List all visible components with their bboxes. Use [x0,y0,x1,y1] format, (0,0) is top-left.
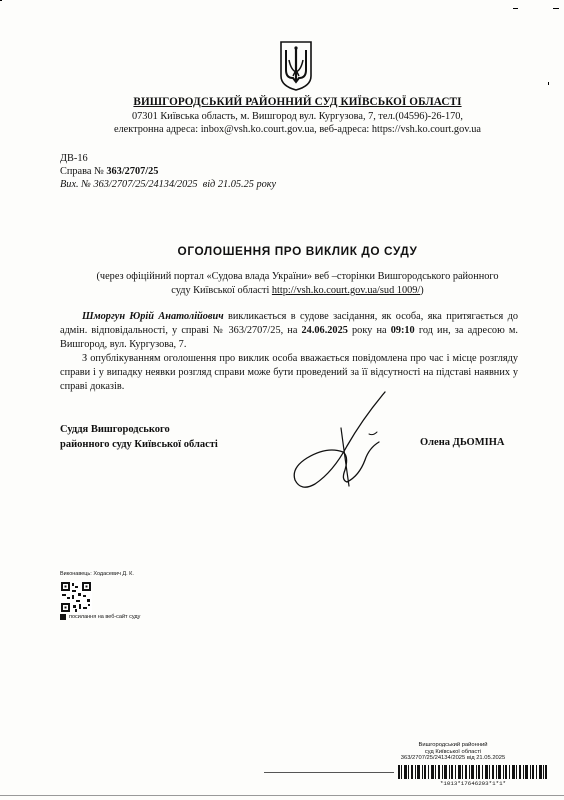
stamp-line1: Вишгородський районний [418,742,488,748]
case-reference [60,165,158,179]
coat-of-arms-icon [279,40,313,92]
executor-note: Виконавець: Ходасевич Д. К. [60,571,134,577]
scan-speck [513,8,518,9]
qr-caption: посилання на веб-сайт суду [69,614,141,620]
stamp-barcode-number: *1013*17646293*1*1* [439,780,507,787]
announcement-title: ОГОЛОШЕННЯ ПРО ВИКЛИК ДО СУДУ [177,244,418,258]
scan-speck [553,8,559,9]
judge-role [60,422,218,452]
case-prefix: Справа № [60,166,107,177]
form-code: ДВ-16 [60,153,88,164]
scan-speck [0,0,2,1]
scan-line [0,795,564,796]
court-address: 07301 Київська область, м. Вишгород вул. Кургузова, 7, тел.(04596)-26-170, [132,111,463,122]
scan-speck [548,82,549,85]
via-prefix: суду Київської області [171,285,272,296]
registration-stamp [398,742,508,762]
scan-line [264,772,394,773]
announcement-via-line1: (через офіційний портал «Судова влада України» веб –сторінки Вишгородського районного [96,271,499,282]
summons-text-a: викликається в судове засідання, як особа, яка притягається до адмін. відповідальності, у справі № 363/2707/25, на [60,311,518,336]
stamp-line3: 363/2707/25/24134/2025 від 21.05.2025 [400,755,506,762]
stamp-barcode [398,765,548,779]
court-name: ВИШГОРОДСЬКИЙ РАЙОННИЙ СУД КИЇВСЬКОЇ ОБЛАСТІ [133,96,462,108]
court-portal-link[interactable]: http://vsh.ko.court.gov.ua/sud 1009/ [271,285,421,296]
summons-text-c: год ин, за адресою м. Вишгород, вул. Кургузова, 7. [60,325,518,350]
summons-text-b: року на [347,325,391,336]
notice-paragraph: З опублікуванням оголошення про виклик особа вважається повідомлена про час і місце розгляду справи і у випадку неявки розгляд справи може бути проведений за її відсутності на підставі наявних у справі доказів. [60,353,518,392]
judge-signature [285,388,405,498]
judge-name: Олена ДЬОМІНА [420,437,505,448]
stamp-line2: суд Київської області [424,748,482,755]
outgoing-reference [60,178,276,192]
outgoing-number: Вих. № 363/2707/25/24134/2025 [60,179,198,190]
hearing-time: 09:10 [390,325,415,336]
court-contacts: електронна адреса: inbox@vsh.ko.court.gov.ua, веб-адреса: https://vsh.ko.court.gov.ua [113,124,482,135]
judge-role-line2: районного суду Київської області [60,439,218,450]
summons-paragraph [60,310,518,352]
case-number: 363/2707/25 [106,166,159,177]
judge-role-line1: Суддя Вишгородського [60,424,170,435]
qr-code-icon[interactable] [60,581,92,613]
hearing-date: 24.06.2025 [301,325,348,336]
qr-marker-icon [60,614,66,620]
via-suffix: ) [420,285,424,296]
announcement-via-line2 [60,284,535,298]
outgoing-date: від 21.05.25 року [202,179,277,190]
summoned-person: Шморгун Юрій Анатолійович [82,311,224,322]
